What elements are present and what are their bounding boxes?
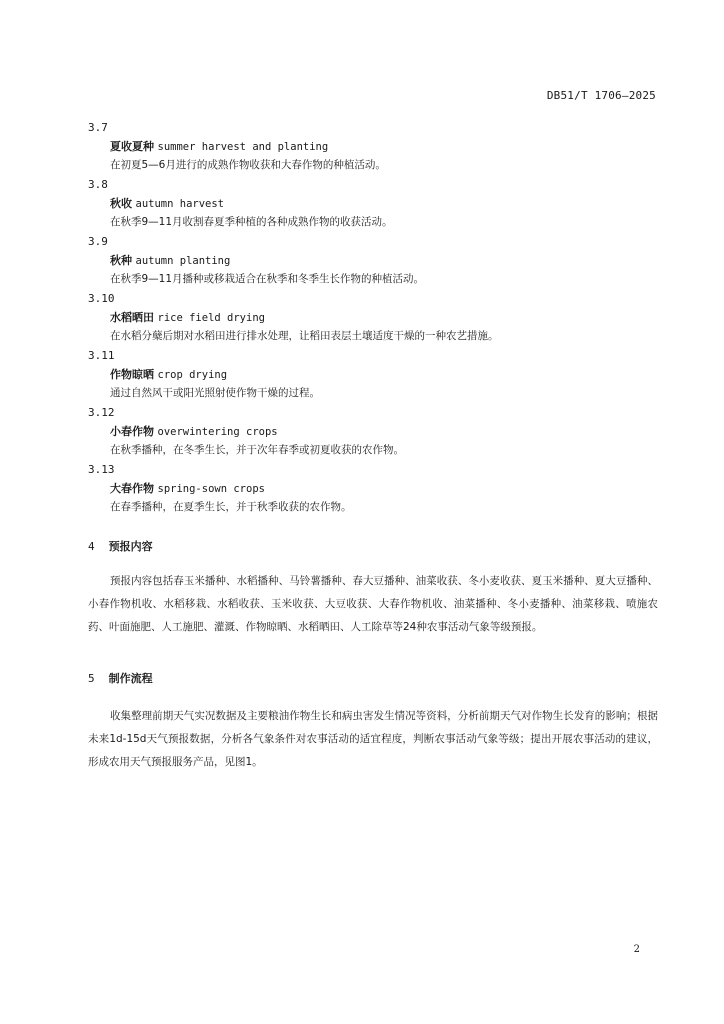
term-entry <box>88 175 658 232</box>
term-number: 3.13 <box>88 463 115 476</box>
term-entry <box>88 346 658 403</box>
term-title-en: autumn planting <box>135 255 231 267</box>
section-4-heading <box>88 538 153 554</box>
term-title <box>110 308 658 327</box>
term-title-en: crop drying <box>157 369 228 381</box>
term-definition: 在秋季9—11月播种或移栽适合在秋季和冬季生长作物的种植活动。 <box>110 273 425 285</box>
term-title <box>110 479 658 498</box>
document-id: DB51/T 1706—2025 <box>546 89 656 102</box>
term-number: 3.11 <box>88 349 115 362</box>
term-title-zh: 水稻晒田 <box>110 311 154 324</box>
term-entry <box>88 118 658 175</box>
term-title-zh: 作物晾晒 <box>110 368 154 381</box>
term-number: 3.9 <box>88 235 108 248</box>
term-title <box>110 365 658 384</box>
term-title <box>110 422 658 441</box>
section-number: 4 <box>88 540 95 553</box>
term-title-zh: 秋收 <box>110 197 132 210</box>
term-title-en: summer harvest and planting <box>157 141 329 153</box>
term-title-zh: 大春作物 <box>110 482 154 495</box>
term-title-zh: 小春作物 <box>110 425 154 438</box>
term-list <box>88 118 658 517</box>
term-definition: 在春季播种，在夏季生长，并于秋季收获的农作物。 <box>110 501 352 513</box>
section-number: 5 <box>88 672 95 685</box>
section-5-heading <box>88 670 153 686</box>
term-definition: 在初夏5—6月进行的成熟作物收获和大春作物的种植活动。 <box>110 159 386 171</box>
term-title-en: rice field drying <box>157 312 265 324</box>
term-definition: 通过自然风干或阳光照射使作物干燥的过程。 <box>110 387 320 399</box>
term-number: 3.10 <box>88 292 115 305</box>
section-title: 预报内容 <box>108 540 153 553</box>
term-definition: 在水稻分蘖后期对水稻田进行排水处理，让稻田表层土壤适度干燥的一种农艺措施。 <box>110 330 499 342</box>
term-title-en: autumn harvest <box>135 198 225 210</box>
term-title <box>110 137 658 156</box>
term-title-zh: 夏收夏种 <box>110 140 154 153</box>
term-title-en: overwintering crops <box>157 426 278 438</box>
term-number: 3.12 <box>88 406 115 419</box>
section-5-paragraph: 收集整理前期天气实况数据及主要粮油作物生长和病虫害发生情况等资料，分析前期天气对作物生长发育的影响；根据未来1d-15d天气预报数据，分析各气象条件对农事活动的适宜程度，判断农事活动气象等级；提出开展农事活动的建议，形成农用天气预报服务产品，见图1。 <box>88 710 658 768</box>
term-definition: 在秋季播种，在冬季生长，并于次年春季或初夏收获的农作物。 <box>110 444 404 456</box>
term-number: 3.7 <box>88 121 108 134</box>
section-title: 制作流程 <box>108 672 153 685</box>
term-definition: 在秋季9—11月收割春夏季种植的各种成熟作物的收获活动。 <box>110 216 393 228</box>
page-number: 2 <box>633 944 640 955</box>
section-4-paragraph: 预报内容包括春玉米播种、水稻播种、马铃薯播种、春大豆播种、油菜收获、冬小麦收获、夏玉米播种、夏大豆播种、小春作物机收、水稻移栽、水稻收获、玉米收获、大豆收获、大春作物机收、油菜播种、冬小麦播种、油菜移栽、喷施农药、叶面施肥、人工施肥、灌溉、作物晾晒、水稻晒田、人工除草等24种农事活动气象等级预报。 <box>88 575 658 633</box>
term-number: 3.8 <box>88 178 108 191</box>
term-title-en: spring-sown crops <box>157 483 265 495</box>
term-entry <box>88 289 658 346</box>
term-title-zh: 秋种 <box>110 254 132 267</box>
term-entry <box>88 403 658 460</box>
term-entry <box>88 460 658 517</box>
term-entry <box>88 232 658 289</box>
term-title <box>110 194 658 213</box>
term-title <box>110 251 658 270</box>
